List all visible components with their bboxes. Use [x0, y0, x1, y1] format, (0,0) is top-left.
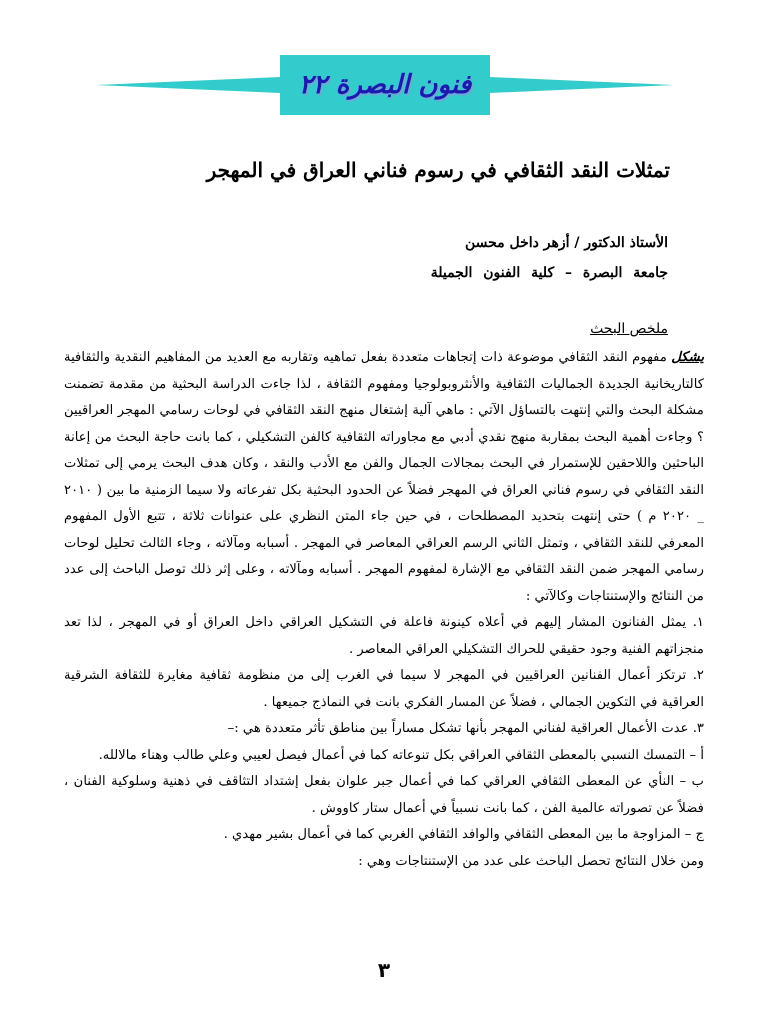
- sub-point-item: ج – المزاوجة ما بين المعطى الثقافي والوافد الثقافي الغربي كما في أعمال بشير مهدي .: [223, 827, 704, 842]
- abstract-heading: ملخص البحث: [590, 321, 668, 337]
- author-name: الأستاذ الدكتور / أزهر داخل محسن: [464, 235, 668, 251]
- abstract-intro-paragraph: [64, 345, 704, 610]
- closing-line: ومن خلال النتائج تحصل الباحث على عدد من الإستنتاجات وهي :: [358, 853, 704, 869]
- lead-word: يشكل: [671, 350, 704, 365]
- abstract-body: [64, 345, 704, 875]
- result-item: ٢. ترتكز أعمال الفنانين العراقيين في المهجر لا سيما في الغرب إلى من منظومة ثقافية مغايرة للثقافة الشرقية العراقية في التكوين الجمالي ، فضلاً عن المسار الفكري بانت في النماذج جميعها .: [64, 668, 704, 710]
- result-item: ١. يمثل الفنانون المشار إليهم في أعلاه كينونة فاعلة في التشكيل العراقي داخل العراق أو في المهجر ، لذا تعد منجزاتهم الفنية وجود حقيقي للحراك التشكيلي العراقي المعاصر .: [64, 615, 704, 657]
- sub-point-item: أ – التمسك النسبي بالمعطى الثقافي العراقي بكل تنوعاته كما في أعمال فيصل لعيبي وعلي طالب وهناء مالالله.: [98, 747, 704, 763]
- page-number: ٣: [377, 958, 391, 982]
- article-title: تمثلات النقد الثقافي في رسوم فناني العراق في المهجر: [206, 158, 670, 182]
- banner-title: فنون البصرة ٢٢: [298, 70, 472, 100]
- sub-point-item: ب – النأي عن المعطى الثقافي العراقي كما في أعمال جبر علوان بفعل إشتداد التثاقف في ذهنية وسلوكية الفنان ، فضلاً عن تصوراته عالمية الفن ، كما بانت نسبياً في أعمال ستار كاووش .: [64, 774, 704, 816]
- intro-text: مفهوم النقد الثقافي موضوعة ذات إتجاهات متعددة بفعل تماهيه وتقاربه مع العديد من المفاهيم النقدية والثقافية كالتاريخانية الجديدة الجماليات الثقافية والأنثروبولوجيا ومفهوم الثقافة ، لذا جاءت الدراسة البحثية من مقدمة تضمنت مشكلة البحث والتي إنتهت بالتساؤل الآتي : ماهي آلية إشتغال منهج النقد الثقافي في لوحات رسامي المهجر العراقيين ؟ وجاءت أهمية البحث بمقاربة منهج نقدي أدبي مع مجاوراته الثقافية كالفن التشكيلي ، كما بانت حاجة البحث من إعانة الباحثين واللاحقين للإستمرار في البحث بمجالات الجمال والفن مع الأدب والنقد ، وكان هدف البحث يرمي إلى تمثلات النقد الثقافي في رسوم فناني العراق في المهجر فضلاً عن الحدود البحثية بكل تفرعاته ولا سيما الزمنية ما بين ( ٢٠١٠ _ ٢٠٢٠ م ) حتى إنتهت بتحديد المصطلحات ، في حين جاء المتن النظري على عنوانات ثلاثة ، تتبع الأول المفهوم المعرفي للنقد الثقافي ، وتمثل الثاني الرسم العراقي المعاصر في المهجر . أسبابه ومآلاته ، وجاء الثالث تحليل لوحات رسامي المهجر ضمن النقد الثقافي مع الإشارة لمفهوم المهجر . أسبابه ومآلاته ، وعلى إثر ذلك توصل الباحث إلى عدد من النتائج والإستنتاجات وكالآتي :: [64, 350, 704, 604]
- result-item: ٣. عدت الأعمال العراقية لفناني المهجر بأنها تشكل مساراً بين مناطق تأثر متعددة هي :–: [227, 721, 704, 736]
- author-affiliation: جامعة البصرة – كلية الفنون الجميلة: [430, 265, 668, 281]
